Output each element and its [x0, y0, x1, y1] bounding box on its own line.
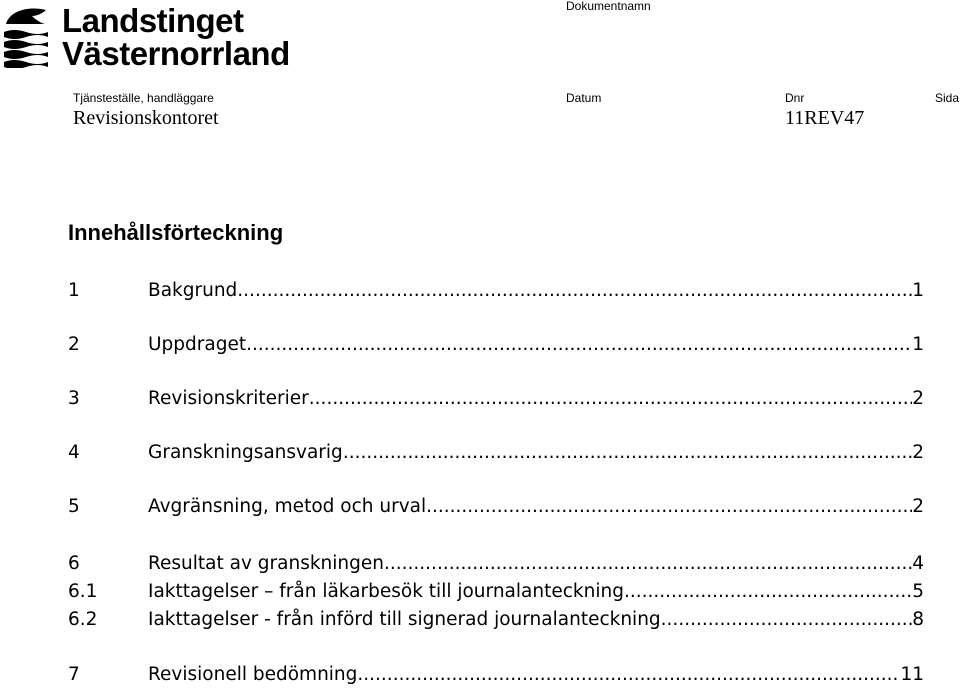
toc-entry-page: 2: [912, 442, 924, 463]
toc-leader-dots: [246, 333, 912, 357]
toc-entry-page: 1: [912, 334, 924, 355]
org-name-region: Västernorrland: [62, 35, 290, 72]
toc-leader-dots: [357, 663, 900, 687]
toc-leader-dots: [624, 580, 912, 604]
toc-entry-label: Uppdraget: [148, 334, 247, 355]
toc-entry-page: 1: [912, 280, 924, 301]
page-label: Sida: [935, 91, 960, 105]
org-name: Landstinget: [62, 2, 244, 39]
toc-entry-page: 2: [912, 496, 924, 517]
toc-leader-dots: [426, 495, 912, 519]
toc-leader-dots: [661, 608, 913, 632]
toc-entry[interactable]: [68, 663, 924, 687]
toc-entry-number: 5: [68, 496, 80, 517]
dnr-value: 11REV47: [785, 107, 865, 129]
toc-leader-dots: [384, 552, 912, 576]
toc-entry[interactable]: [68, 552, 924, 576]
toc-entry-label: Granskningsansvarig: [148, 442, 343, 463]
toc-entry-number: 6: [68, 553, 80, 574]
toc-entry-label: Resultat av granskningen: [148, 553, 385, 574]
toc-entry-number: 4: [68, 442, 80, 463]
document-name-label: Dokumentnamn: [566, 0, 651, 13]
toc-entry-label: Bakgrund: [148, 280, 238, 301]
toc-entry-page: 2: [912, 388, 924, 409]
toc-entry-label: Revisionskriterier: [148, 388, 309, 409]
toc-entry-number: 6.2: [68, 609, 98, 630]
toc-leader-dots: [309, 387, 912, 411]
toc-entry[interactable]: [68, 279, 924, 303]
office-value: Revisionskontoret: [73, 107, 219, 129]
toc-entry-page: 11: [900, 664, 924, 685]
toc-title: Innehållsförteckning: [68, 220, 284, 245]
toc-entry-label: Avgränsning, metod och urval: [148, 496, 427, 517]
toc-entry[interactable]: [68, 441, 924, 465]
toc-entry-number: 3: [68, 388, 80, 409]
toc-leader-dots: [237, 279, 912, 303]
office-label: Tjänsteställe, handläggare: [73, 91, 214, 105]
toc-entry-label: Iakttagelser – från läkarbesök till journalanteckning: [148, 581, 624, 602]
toc-entry-number: 6.1: [68, 581, 98, 602]
toc-entry[interactable]: [68, 387, 924, 411]
date-label: Datum: [566, 91, 602, 105]
landsting-logo-icon: [2, 4, 50, 68]
toc-entry-label: Revisionell bedömning: [148, 664, 358, 685]
toc-entry-number: 2: [68, 334, 80, 355]
toc-entry[interactable]: [68, 333, 924, 357]
toc-entry[interactable]: [68, 580, 924, 604]
toc-leader-dots: [343, 441, 912, 465]
toc-entry[interactable]: [68, 495, 924, 519]
toc-entry[interactable]: [68, 608, 924, 632]
toc-entry-number: 7: [68, 664, 80, 685]
toc-entry-number: 1: [68, 280, 80, 301]
toc-entry-page: 8: [912, 609, 924, 630]
toc-entry-label: Iakttagelser - från införd till signerad journalanteckning: [148, 609, 661, 630]
toc-entry-page: 4: [912, 553, 924, 574]
dnr-label: Dnr: [785, 91, 805, 105]
toc-entry-page: 5: [912, 581, 924, 602]
